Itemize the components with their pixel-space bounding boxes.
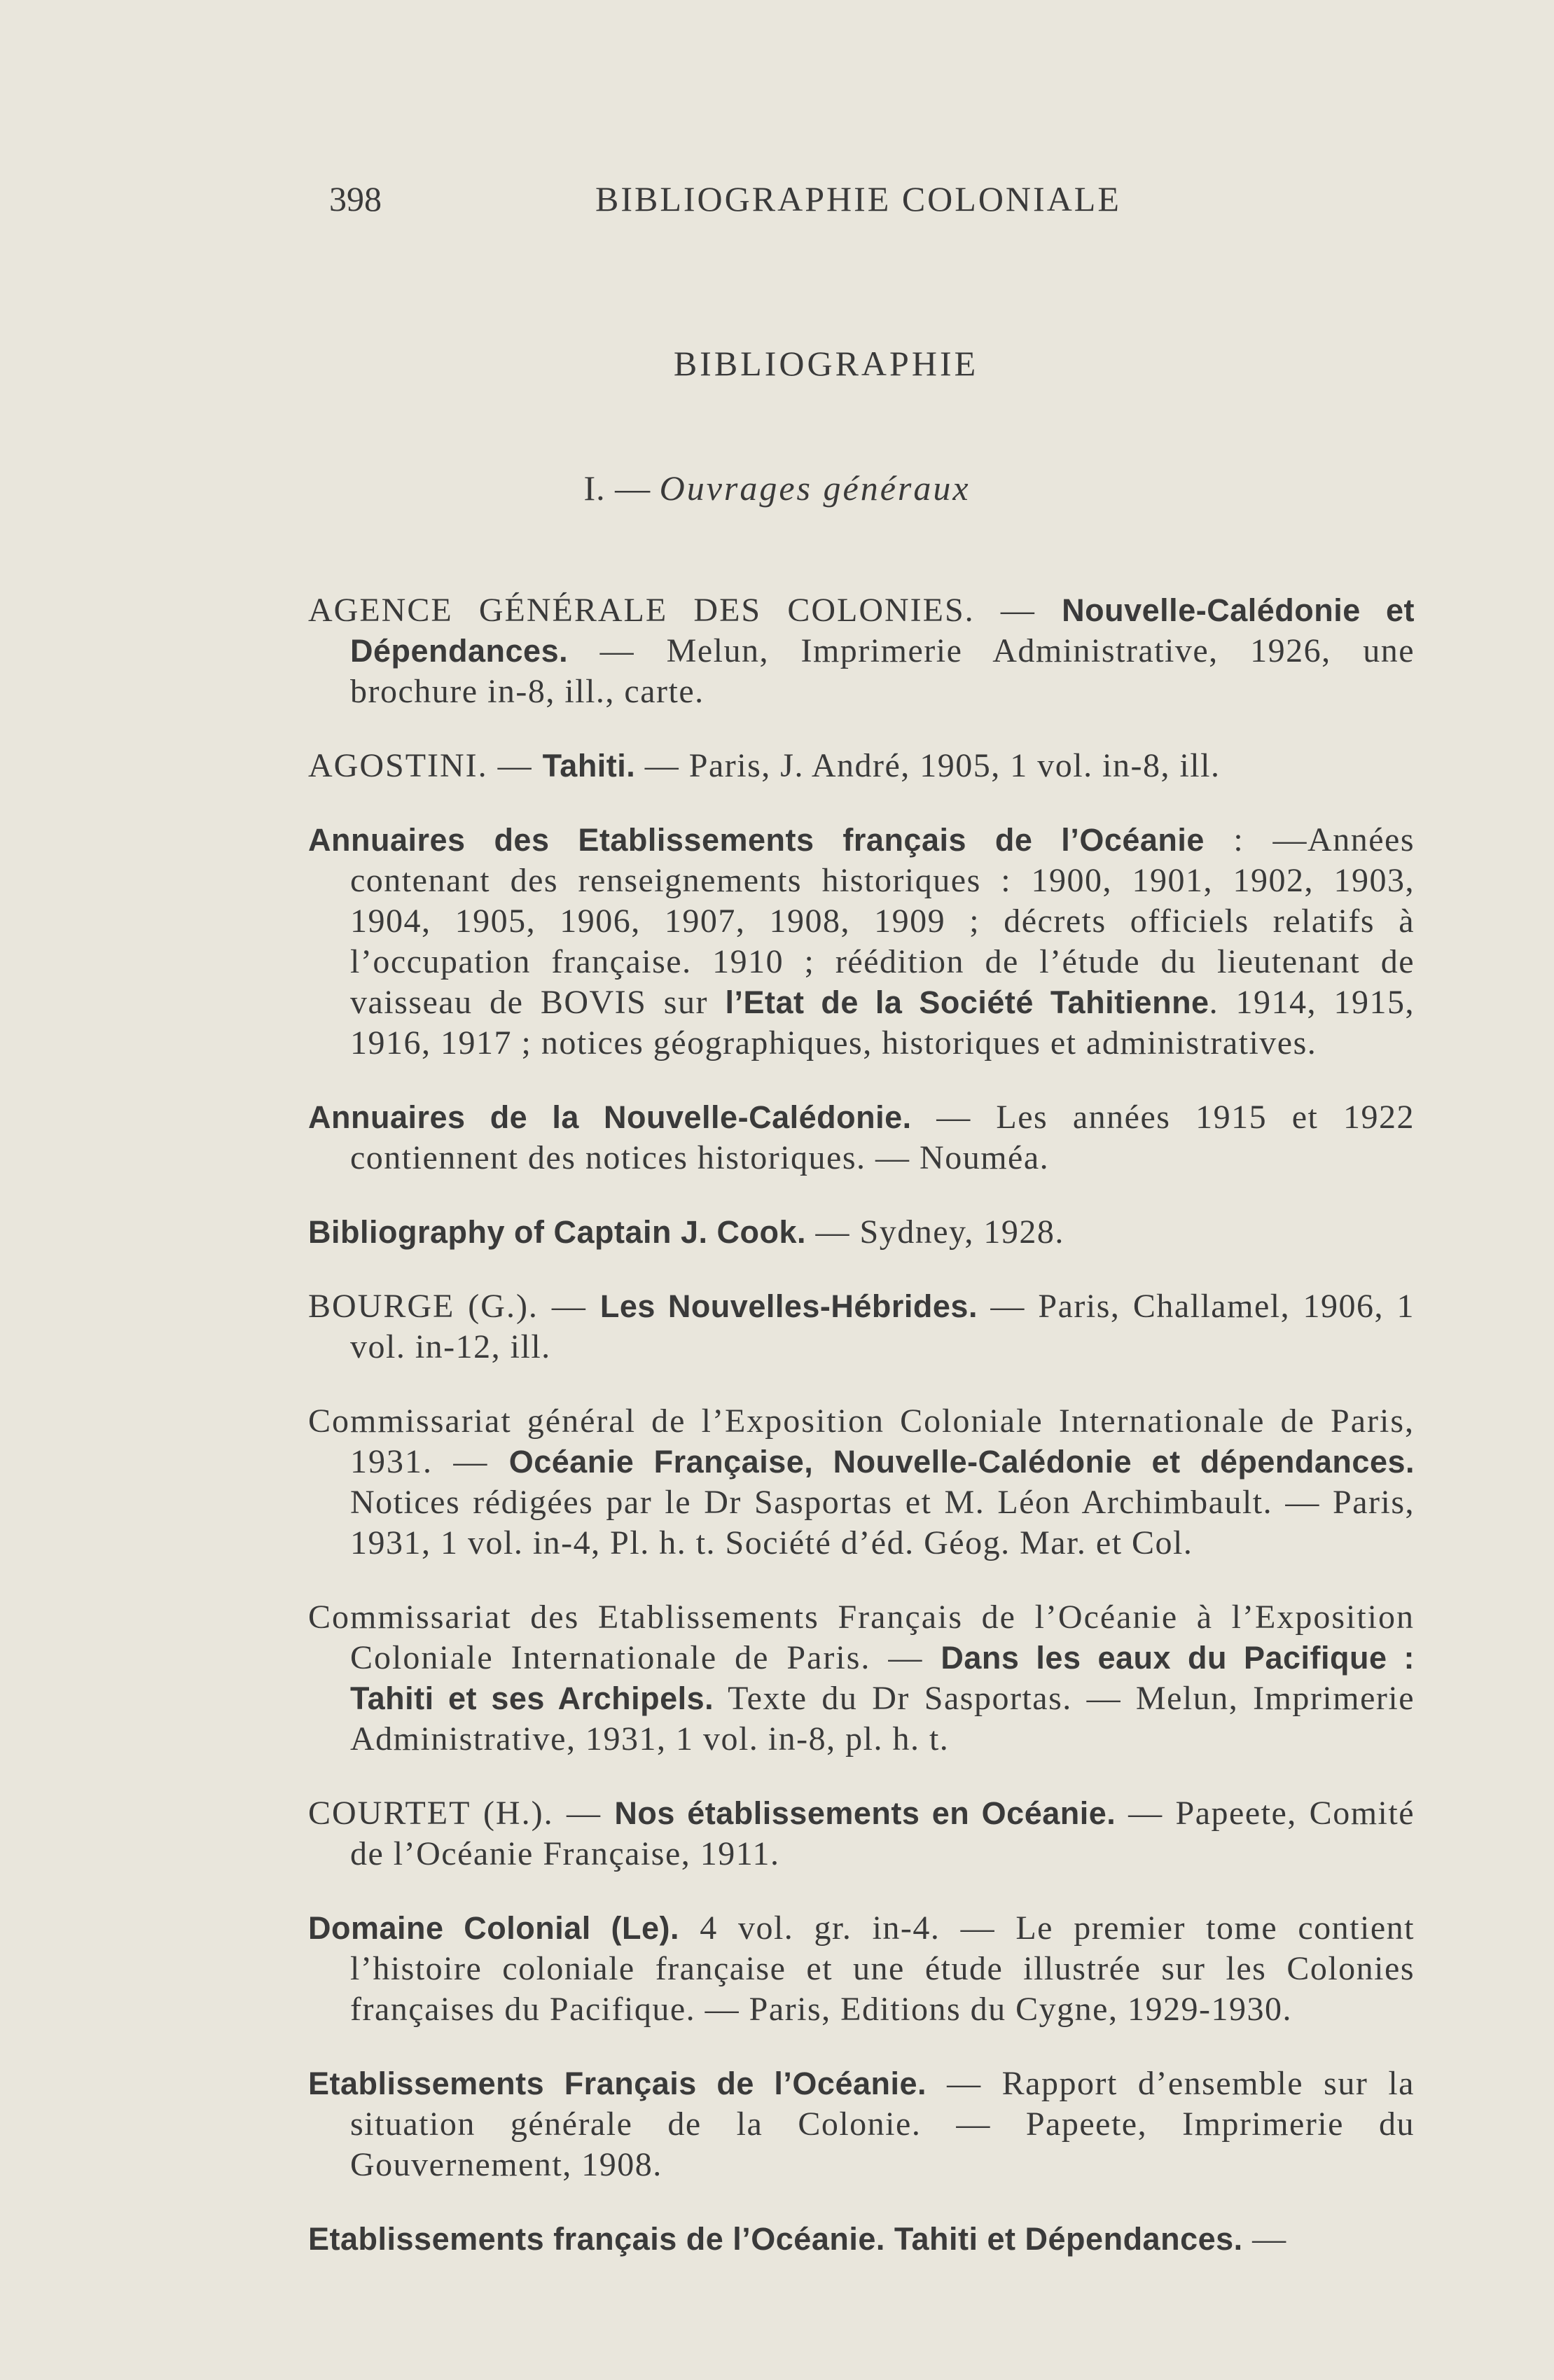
bibliography-entry — [308, 1793, 1415, 1874]
entry-details: — Paris, J. André, 1905, 1 vol. in-8, ill. — [635, 747, 1221, 784]
entry-details: — Papeete, Comité de l’Océanie Française, 1911. — [350, 1795, 1415, 1872]
entry-details: — Les années 1915 et 1922 contiennent des notices historiques. — Nouméa. — [350, 1099, 1415, 1176]
subsection-number: I. — — [583, 468, 651, 508]
bibliography-entry — [308, 746, 1415, 786]
entry-details: . 1914, 1915, 1916, 1917 ; notices géographiques, historiques et administratives. — [350, 984, 1415, 1062]
bibliography-entry — [308, 1908, 1415, 2030]
entry-author: AGENCE GÉNÉRALE DES COLONIES. — — [308, 592, 1062, 629]
bibliography-entry — [308, 1286, 1415, 1368]
entry-heading: Etablissements Français de l’Océanie. — [308, 2066, 927, 2101]
entry-details: — Sydney, 1928. — [806, 1213, 1064, 1251]
entry-title: Dans les eaux du Pacifique : Tahiti et ses Archipels. — [350, 1640, 1415, 1716]
entry-details: 4 vol. gr. in-4. — Le premier tome contient l’histoire coloniale française et une étude illustrée sur les Colonies françaises du Pacifique. — Paris, Editions du Cygne, 1929-1930. — [350, 1909, 1415, 2028]
page-number: 398 — [329, 179, 382, 218]
entry-title: Nos établissements en Océanie. — [614, 1795, 1116, 1831]
bibliography-entry — [308, 1401, 1415, 1564]
entry-title: Tahiti. — [542, 748, 636, 784]
entry-details: — Rapport d’ensemble sur la situation générale de la Colonie. — Papeete, Imprimerie du Gouvernement, 1908. — [350, 2065, 1415, 2183]
bibliography-entry — [308, 820, 1415, 1064]
entry-author: AGOSTINI. — — [308, 747, 543, 784]
bibliography-entry — [308, 1597, 1415, 1760]
bibliography-entry — [308, 1097, 1415, 1178]
subsection-heading — [0, 468, 1554, 508]
subsection-title: Ouvrages généraux — [659, 468, 971, 508]
running-title: BIBLIOGRAPHIE COLONIALE — [595, 179, 1121, 218]
entry-details: Notices rédigées par le Dr Sasportas et M. Léon Archimbault. — Paris, 1931, 1 vol. in-4, Pl. h. t. Société d’éd. Géog. Mar. et Col. — [350, 1484, 1415, 1561]
entry-author: Commissariat général de l’Exposition Coloniale Internationale de Paris, 1931. — — [308, 1403, 1415, 1480]
entry-title: Océanie Française, Nouvelle-Calédonie et dépendances. — [508, 1444, 1415, 1480]
entry-details: : —Années contenant des renseignements historiques : 1900, 1901, 1902, 1903, 1904, 1905, 1906, 1907, 1908, 1909 ; décrets officiels relatifs à l’occupation française. 1910 ; réédition de l’étude du lieutenant de vaisseau de BOVIS sur — [350, 821, 1415, 1021]
entry-author: Commissariat des Etablissements Français de l’Océanie à l’Exposition Coloniale Internationale de Paris. — — [308, 1599, 1415, 1676]
entry-heading: Annuaires des Etablissements français de l’Océanie — [308, 822, 1205, 858]
entry-heading: Annuaires de la Nouvelle-Calédonie. — [308, 1099, 912, 1135]
entry-details: Texte du Dr Sasportas. — Melun, Imprimerie Administrative, 1931, 1 vol. in-8, pl. h. t. — [350, 1680, 1415, 1758]
entry-heading: Bibliography of Captain J. Cook. — [308, 1214, 807, 1250]
bibliography-entry — [308, 2064, 1415, 2185]
entry-details: — — [1242, 2220, 1287, 2257]
entry-details: — Melun, Imprimerie Administrative, 1926, une brochure in-8, ill., carte. — [350, 632, 1415, 710]
entry-author: BOURGE (G.). — — [308, 1288, 600, 1325]
bibliography-entry — [308, 2219, 1415, 2260]
entry-details: — Paris, Challamel, 1906, 1 vol. in-12, ill. — [350, 1288, 1415, 1365]
bibliography-entry — [308, 590, 1415, 712]
entry-heading: Etablissements français de l’Océanie. Tahiti et Dépendances. — [308, 2221, 1243, 2257]
entry-title: l’Etat de la Société Tahitienne — [725, 984, 1209, 1020]
bibliography-entry — [308, 1212, 1415, 1253]
entry-heading: Domaine Colonial (Le). — [308, 1910, 679, 1946]
entry-title: Les Nouvelles-Hébrides. — [599, 1288, 978, 1324]
section-title: BIBLIOGRAPHIE — [673, 344, 979, 383]
entry-title: Nouvelle-Calédonie et Dépendances. — [350, 592, 1415, 669]
entry-author: COURTET (H.). — — [308, 1795, 615, 1832]
bibliography-list — [308, 557, 1415, 2268]
